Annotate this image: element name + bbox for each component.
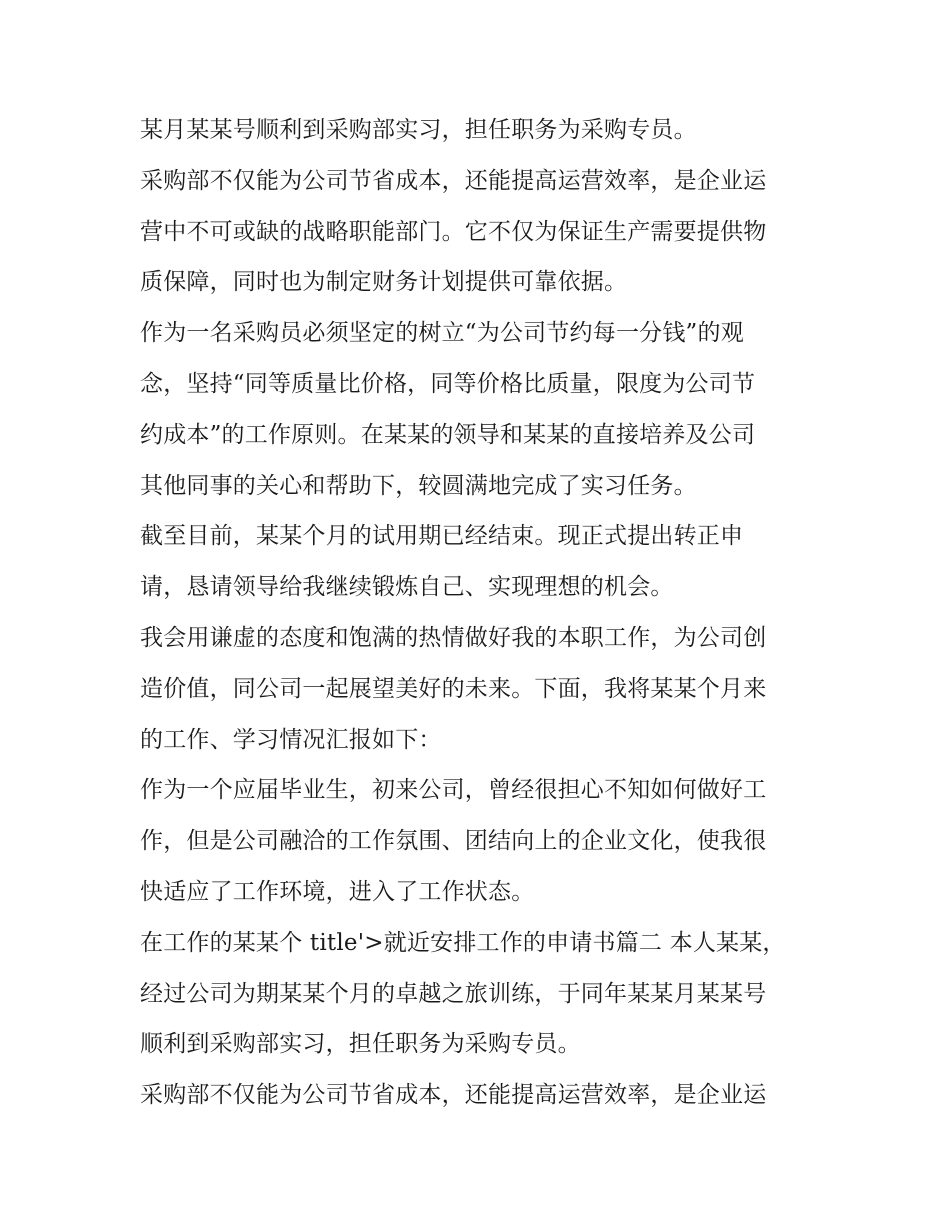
text-line: 采购部不仅能为公司节省成本，还能提高运营效率，是企业运 — [140, 1082, 767, 1109]
text-line: 采购部不仅能为公司节省成本，还能提高运营效率，是企业运 — [140, 167, 767, 194]
text-line: 某月某某号顺利到采购部实习，担任职务为采购专员。 — [140, 117, 697, 143]
text-line: 其他同事的关心和帮助下，较圆满地完成了实习任务。 — [140, 472, 697, 499]
text-line: 作为一名采购员必须坚定的树立“为公司节约每一分钱”的观 — [140, 320, 744, 347]
text-line: 质保障，同时也为制定财务计划提供可靠依据。 — [140, 269, 628, 296]
text-line: 念，坚持“同等质量比价格，同等价格比质量，限度为公司节 — [140, 370, 756, 397]
text-line: 的工作、学习情况汇报如下： — [140, 726, 442, 753]
text-line: 营中不可或缺的战略职能部门。它不仅为保证生产需要提供物 — [140, 218, 767, 245]
text-line: 作为一个应届毕业生，初来公司，曾经很担心不知如何做好工 — [140, 777, 767, 804]
text-line: 请，恳请领导给我继续锻炼自己、实现理想的机会。 — [140, 574, 674, 601]
text-line: 快适应了工作环境，进入了工作状态。 — [140, 878, 535, 905]
text-line: 作，但是公司融洽的工作氛围、团结向上的企业文化，使我很 — [140, 828, 767, 855]
text-line: 我会用谦虚的态度和饱满的热情做好我的本职工作，为公司创 — [140, 624, 767, 651]
text-line: 经过公司为期某某个月的卓越之旅训练，于同年某某月某某号 — [140, 980, 767, 1007]
document-body — [140, 105, 820, 1121]
text-line: 约成本”的工作原则。在某某的领导和某某的直接培养及公司 — [140, 421, 756, 448]
text-line: 在工作的某某个 title'>就近安排工作的申请书篇二 本人某某， — [140, 929, 786, 956]
text-line: 截至目前，某某个月的试用期已经结束。现正式提出转正申 — [140, 523, 744, 550]
text-line: 造价值，同公司一起展望美好的未来。下面，我将某某个月来 — [140, 675, 767, 702]
text-line: 顺利到采购部实习，担任职务为采购专员。 — [140, 1031, 581, 1058]
